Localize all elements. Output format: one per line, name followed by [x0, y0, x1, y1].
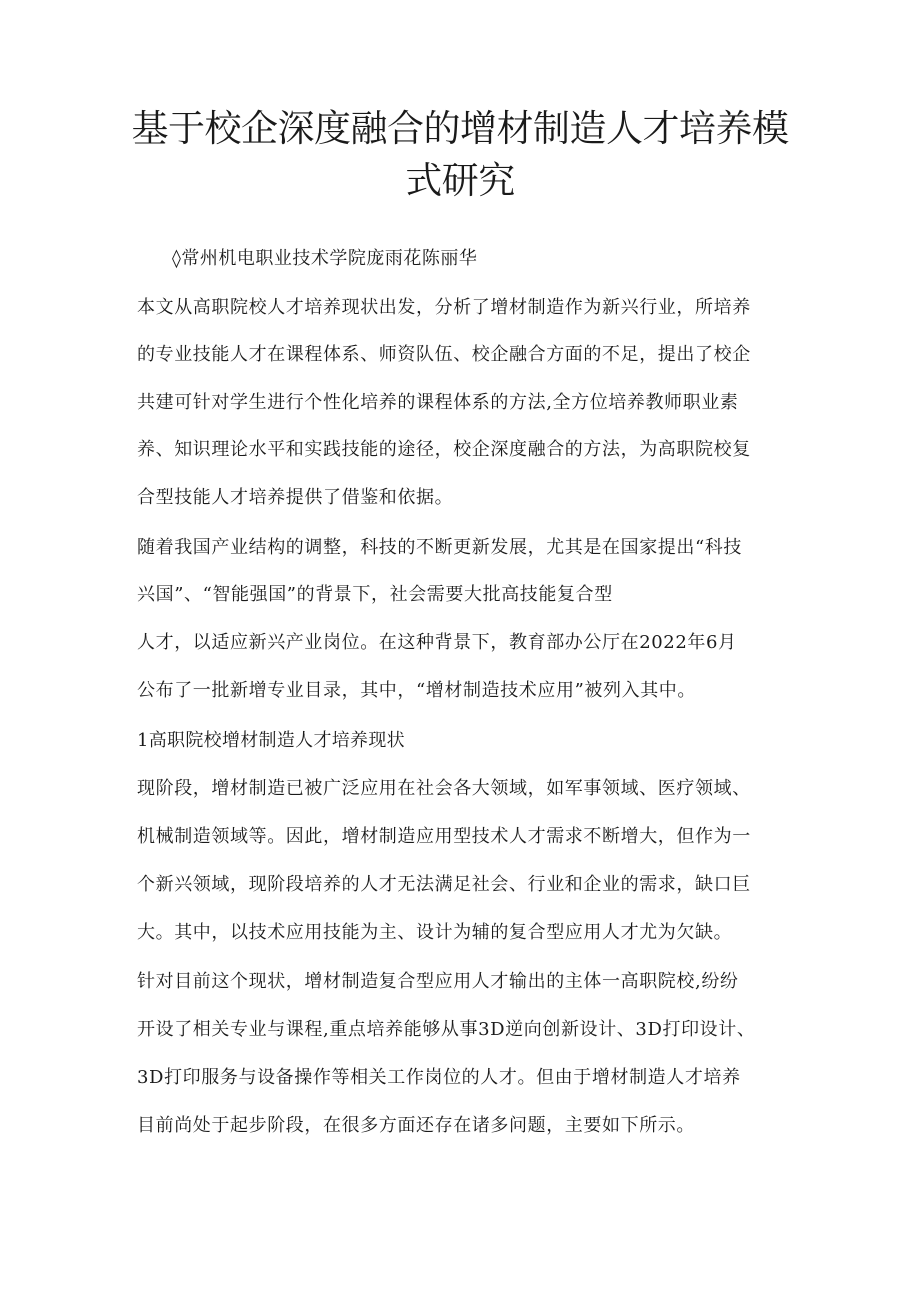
- abstract-line: 的专业技能人才在课程体系、师资队伍、校企融合方面的不足，提出了校企: [137, 344, 751, 365]
- abstract-line: 养、知识理论水平和实践技能的途径，校企深度融合的方法，为高职院校复: [137, 439, 751, 460]
- document-title: [120, 103, 800, 207]
- section1-para1-line: 机械制造领域等。因此，增材制造应用型技术人才需求不断增大，但作为一: [137, 826, 751, 847]
- section-heading: 1高职院校增材制造人才培养现状: [137, 730, 405, 751]
- abstract-line: 共建可针对学生进行个性化培养的课程体系的方法,全方位培养教师职业素: [137, 392, 739, 413]
- section1-para1-line: 个新兴领域，现阶段培养的人才无法满足社会、行业和企业的需求，缺口巨: [137, 874, 751, 895]
- section1-para2-line: 目前尚处于起步阶段，在很多方面还存在诸多问题，主要如下所示。: [137, 1115, 695, 1136]
- section1-para2-line: 针对目前这个现状，增材制造复合型应用人才输出的主体一高职院校,纷纷: [137, 971, 739, 992]
- intro-line: 人才，以适应新兴产业岗位。在这种背景下，教育部办公厅在2022年6月: [137, 632, 737, 653]
- intro-line: 随着我国产业结构的调整，科技的不断更新发展，尤其是在国家提出“科技: [137, 537, 742, 558]
- abstract-line: 本文从高职院校人才培养现状出发，分析了增材制造作为新兴行业，所培养: [137, 297, 751, 318]
- title-line-1: 基于校企深度融合的增材制造人才培养模: [131, 107, 789, 150]
- section1-para2-line: 3D打印服务与设备操作等相关工作岗位的人才。但由于增材制造人才培养: [137, 1067, 741, 1088]
- author-line: ◊常州机电职业技术学院庞雨花陈丽华: [172, 248, 478, 269]
- title-line-2: 式研究: [405, 159, 515, 202]
- abstract-line: 合型技能人才培养提供了借鉴和依据。: [137, 487, 454, 508]
- section1-para1-line: 大。其中，以技术应用技能为主、设计为辅的复合型应用人才尤为欠缺。: [137, 922, 733, 943]
- section1-para1-line: 现阶段，增材制造已被广泛应用在社会各大领域，如军事领域、医疗领域、: [137, 778, 751, 799]
- intro-line: 兴国”、“智能强国”的背景下，社会需要大批高技能复合型: [137, 584, 613, 605]
- section1-para2-line: 开设了相关专业与课程,重点培养能够从事3D逆向创新设计、3D打印设计、: [137, 1019, 756, 1040]
- intro-line: 公布了一批新增专业目录，其中，“增材制造技术应用”被列入其中。: [137, 680, 697, 701]
